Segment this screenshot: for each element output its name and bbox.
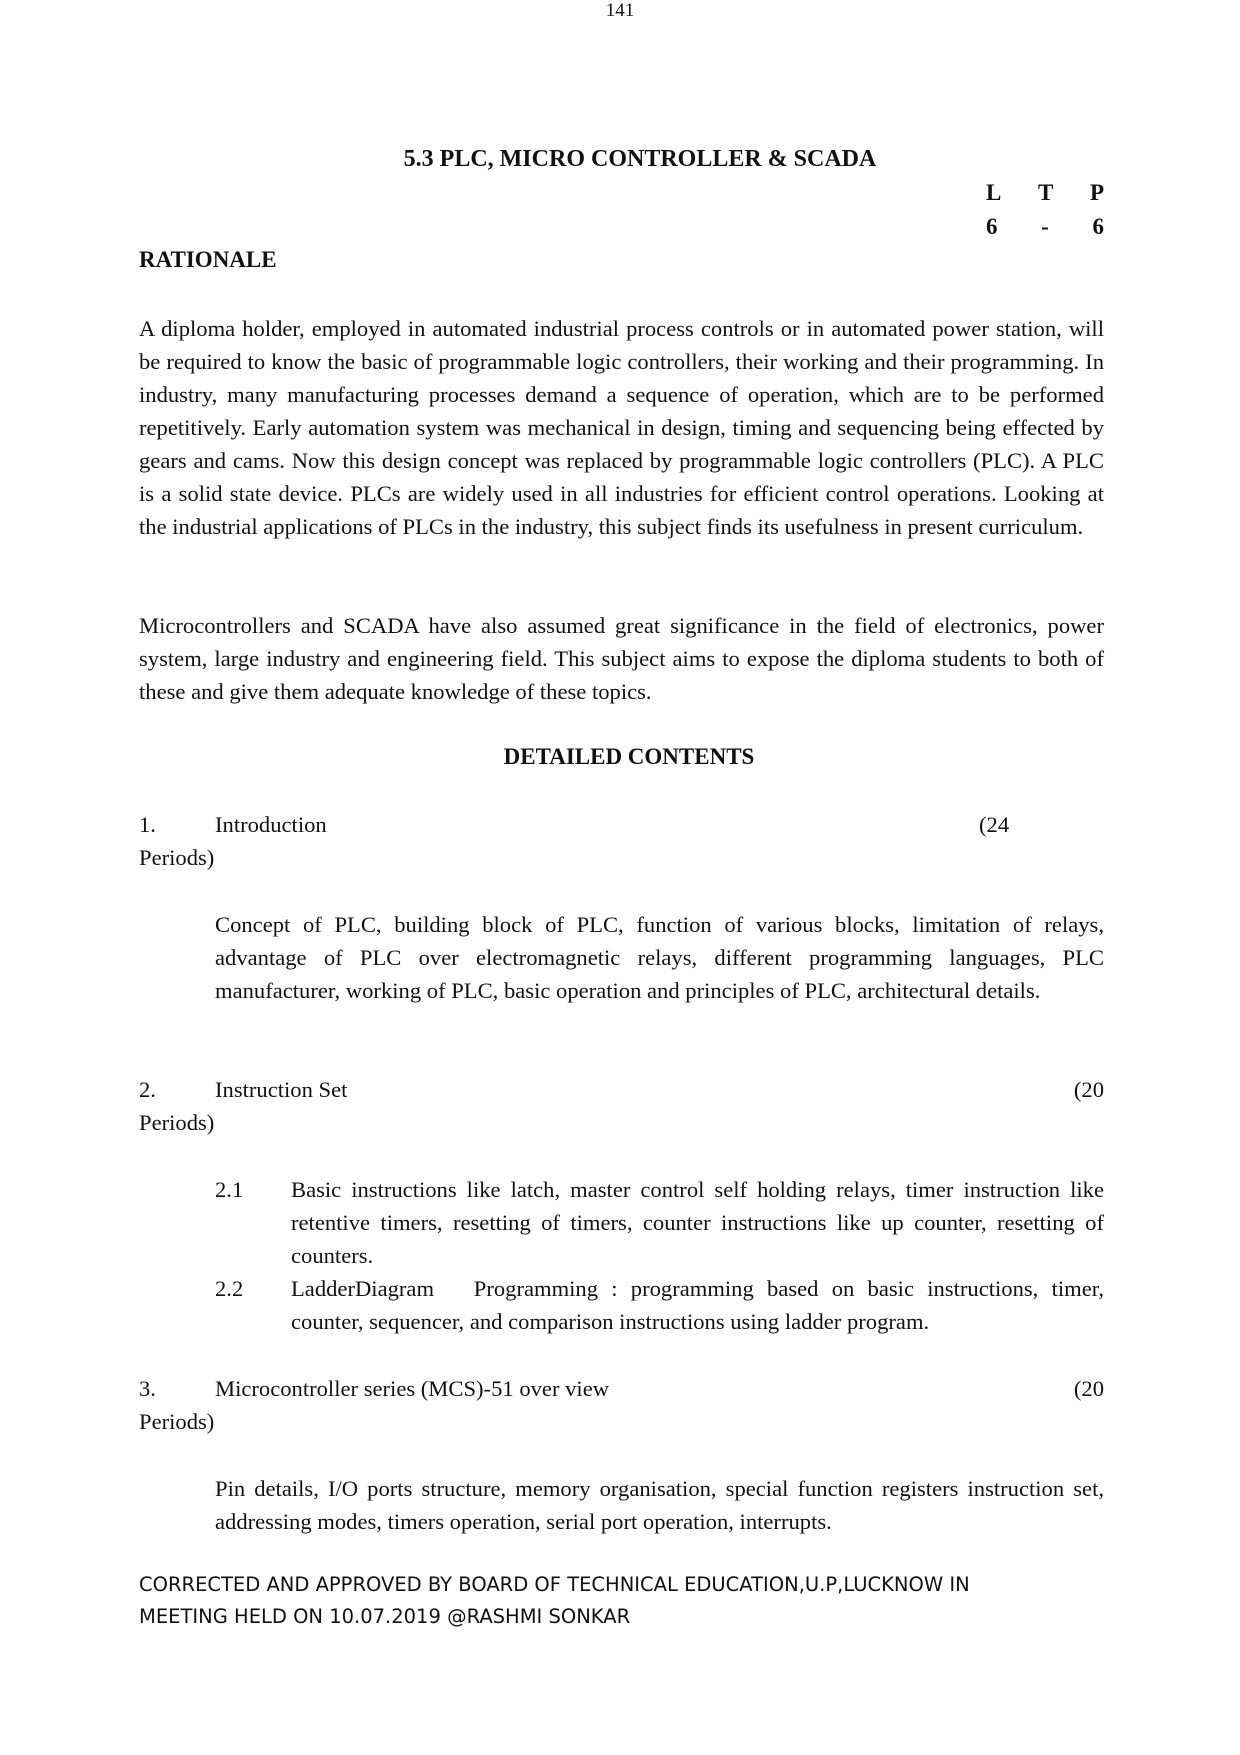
section-3-periods-close: Periods) — [139, 1409, 215, 1434]
section-2-item-2 — [215, 1272, 1110, 1338]
item-text: LadderDiagram Programming : programming based on basic instructions, timer, counter, sequencer, and comparison instructions using ladder program. — [291, 1276, 1110, 1334]
item-number: 2.1 — [215, 1177, 244, 1202]
section-3-periods: (20 — [1073, 1376, 1104, 1401]
section-2-periods-close: Periods) — [139, 1110, 215, 1135]
ltp-l-label: L — [986, 180, 1002, 205]
ltp-t-value: - — [1041, 214, 1049, 239]
item-number: 2.2 — [215, 1276, 244, 1301]
rationale-heading: RATIONALE — [139, 247, 277, 272]
section-1-title: Introduction — [215, 812, 327, 837]
ltp-p-value: 6 — [1092, 214, 1104, 239]
detailed-contents-heading: DETAILED CONTENTS — [503, 744, 755, 769]
footer-line-2: MEETING HELD ON 10.07.2019 @RASHMI SONKAR — [139, 1605, 631, 1628]
ltp-header-row — [986, 180, 1104, 206]
ltp-l-value: 6 — [986, 214, 998, 239]
page-number: 141 — [605, 0, 635, 21]
footer — [139, 1569, 1104, 1633]
section-2-number: 2. — [139, 1077, 156, 1102]
section-2-item-1 — [215, 1173, 1104, 1272]
section-2-title: Instruction Set — [215, 1077, 348, 1102]
ltp-value-row — [986, 214, 1104, 240]
item-text: Basic instructions like latch, master control self holding relays, timer instruction like retentive timers, resetting of timers, counter instructions like up counter, resetting of counters. — [291, 1177, 1104, 1268]
section-3-body: Pin details, I/O ports structure, memory organisation, special function registers instruction set, addressing modes, timers operation, serial port operation, interrupts. — [215, 1476, 1104, 1534]
section-1-body: Concept of PLC, building block of PLC, function of various blocks, limitation of relays, advantage of PLC over electromagnetic relays, different programming languages, PLC manufacturer, working of PLC, basic operation and principles of PLC, architectural details. — [215, 912, 1155, 1003]
ltp-t-label: T — [1037, 180, 1054, 205]
rationale-paragraph-1: A diploma holder, employed in automated industrial process controls or in automated power station, will be required to know the basic of programmable logic controllers, their working and their programming. In industry, many manufacturing processes demand a sequence of operation, which are to be performed repetitively. Early automation system was mechanical in design, timing and sequencing being effected by gears and cams. Now this design concept was replaced by programmable logic controllers (PLC). A PLC is a solid state device. PLCs are widely used in all industries for efficient control operations. Looking at the industrial applications of PLCs in the industry, this subject finds its usefulness in present curriculum. — [139, 316, 1104, 539]
section-3-header — [139, 1372, 1104, 1438]
section-1-number: 1. — [139, 812, 156, 837]
section-2-header — [139, 1073, 1104, 1139]
section-1-periods-close: Periods) — [139, 845, 215, 870]
section-3-title: Microcontroller series (MCS)-51 over view — [215, 1376, 610, 1401]
section-1-header — [139, 808, 1104, 874]
rationale-paragraph-2: Microcontrollers and SCADA have also assumed great significance in the field of electronics, power system, large industry and engineering field. This subject aims to expose the diploma students to both of these and give them adequate knowledge of these topics. — [139, 613, 1104, 704]
ltp-p-label: P — [1089, 180, 1104, 205]
section-2-periods: (20 — [1073, 1077, 1104, 1102]
page-title: 5.3 PLC, MICRO CONTROLLER & SCADA — [403, 146, 877, 172]
footer-line-1: CORRECTED AND APPROVED BY BOARD OF TECHNICAL EDUCATION,U.P,LUCKNOW IN — [139, 1573, 970, 1596]
section-1-periods: (24 — [979, 812, 1010, 837]
section-3-number: 3. — [139, 1376, 156, 1401]
